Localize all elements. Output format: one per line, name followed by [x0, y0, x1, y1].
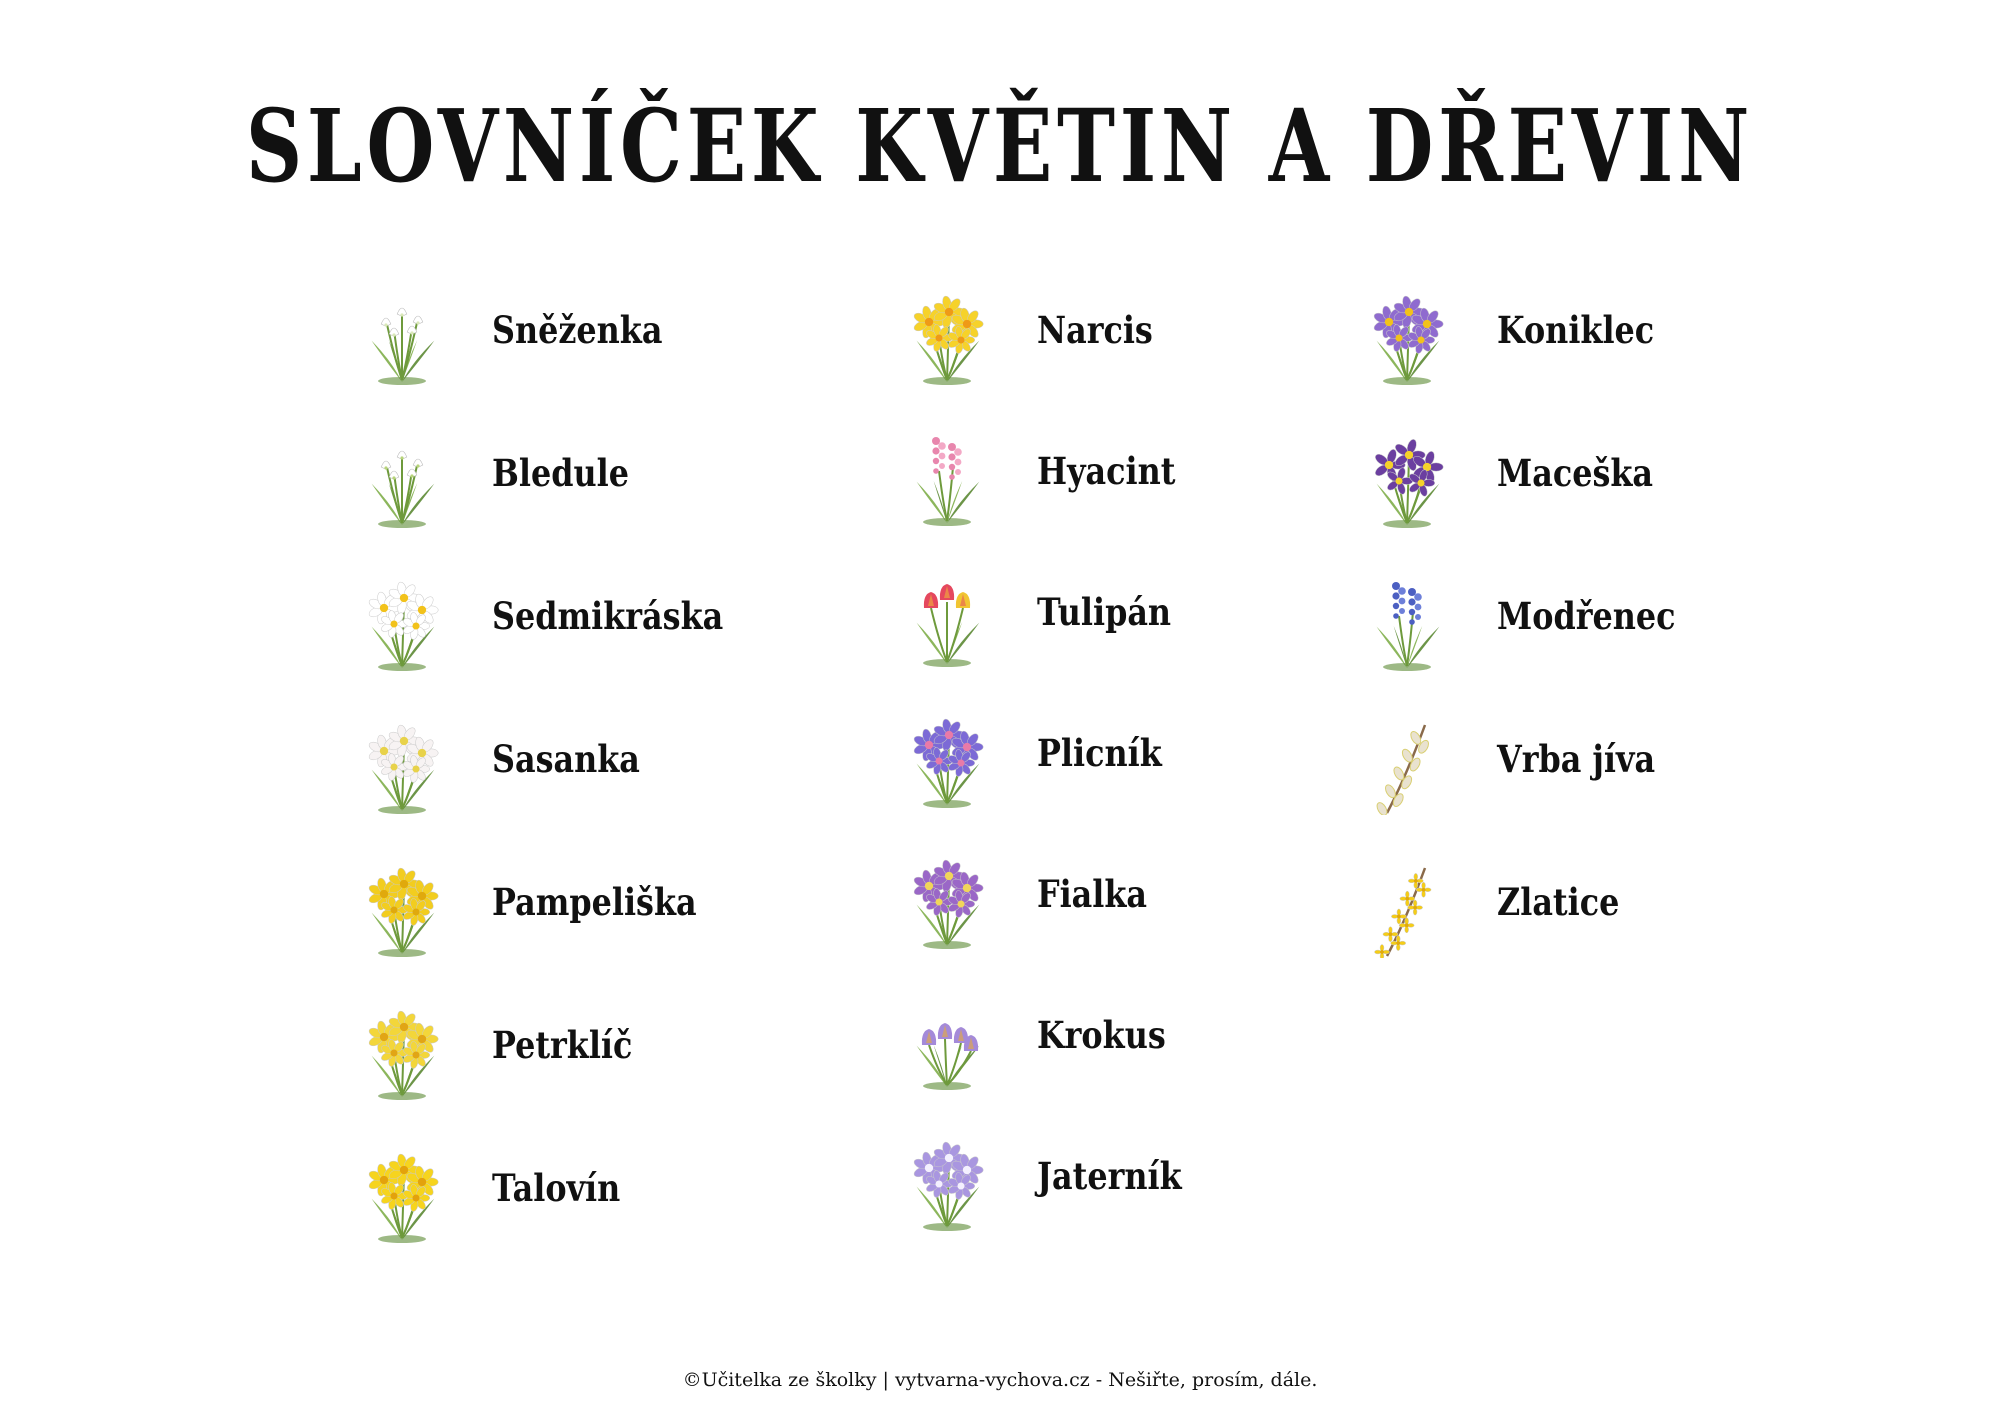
flower-label: Jaterník: [1037, 1154, 1182, 1198]
flower-label: Modřenec: [1497, 594, 1676, 638]
list-item: [1365, 576, 1925, 676]
flower-label: Plicník: [1037, 731, 1162, 775]
flower-label: Koniklec: [1497, 308, 1655, 352]
flower-label: Bledule: [492, 451, 629, 495]
snowflake-icon: [360, 433, 444, 529]
flower-column-3: [1365, 290, 1925, 1250]
list-item: [360, 576, 920, 676]
flower-label: Zlatice: [1497, 880, 1620, 924]
pasqueflower-icon: [1365, 290, 1449, 386]
flower-label: Vrba jíva: [1497, 737, 1656, 781]
flower-label: Fialka: [1037, 872, 1148, 916]
list-item: [360, 862, 920, 962]
flower-label: Krokus: [1037, 1013, 1166, 1057]
flower-label: Sedmikráska: [492, 594, 724, 638]
forsythia-icon: [1365, 862, 1449, 958]
flower-label: Talovín: [492, 1166, 621, 1210]
list-item: [1365, 719, 1925, 819]
flower-label: Hyacint: [1037, 449, 1176, 493]
daisy-icon: [360, 576, 444, 672]
cowslip-icon: [360, 1005, 444, 1101]
footer-copyright: ©Učitelka ze školky | vytvarna-vychova.cz - Nešiřte, prosím, dále.: [682, 1369, 1318, 1391]
violet-icon: [905, 854, 989, 950]
tulip-icon: [905, 572, 989, 668]
snowdrop-icon: [360, 290, 444, 386]
flower-label: Sněženka: [492, 308, 663, 352]
flower-label: Narcis: [1037, 308, 1153, 352]
page-title: SLOVNÍČEK KVĚTIN A DŘEVIN: [245, 87, 1755, 205]
list-item: [1365, 433, 1925, 533]
dandelion-icon: [360, 862, 444, 958]
flower-label: Maceška: [1497, 451, 1654, 495]
crocus-icon: [905, 995, 989, 1091]
list-item: [360, 290, 920, 390]
list-item: [1365, 290, 1925, 390]
flower-column-1: [360, 290, 920, 1250]
list-item: [360, 1148, 920, 1248]
winter-aconite-icon: [360, 1148, 444, 1244]
lungwort-icon: [905, 713, 989, 809]
flower-label: Pampeliška: [492, 880, 697, 924]
grape-hyacinth-icon: [1365, 576, 1449, 672]
list-item: [360, 1005, 920, 1105]
hyacinth-icon: [905, 431, 989, 527]
list-item: [360, 719, 920, 819]
flower-label: Tulipán: [1037, 590, 1172, 634]
pussy-willow-icon: [1365, 719, 1449, 815]
list-item: [1365, 862, 1925, 962]
hepatica-icon: [905, 1136, 989, 1232]
flower-label: Petrklíč: [492, 1023, 633, 1067]
pansy-icon: [1365, 433, 1449, 529]
flower-label: Sasanka: [492, 737, 640, 781]
anemone-icon: [360, 719, 444, 815]
list-item: [360, 433, 920, 533]
narcissus-icon: [905, 290, 989, 386]
